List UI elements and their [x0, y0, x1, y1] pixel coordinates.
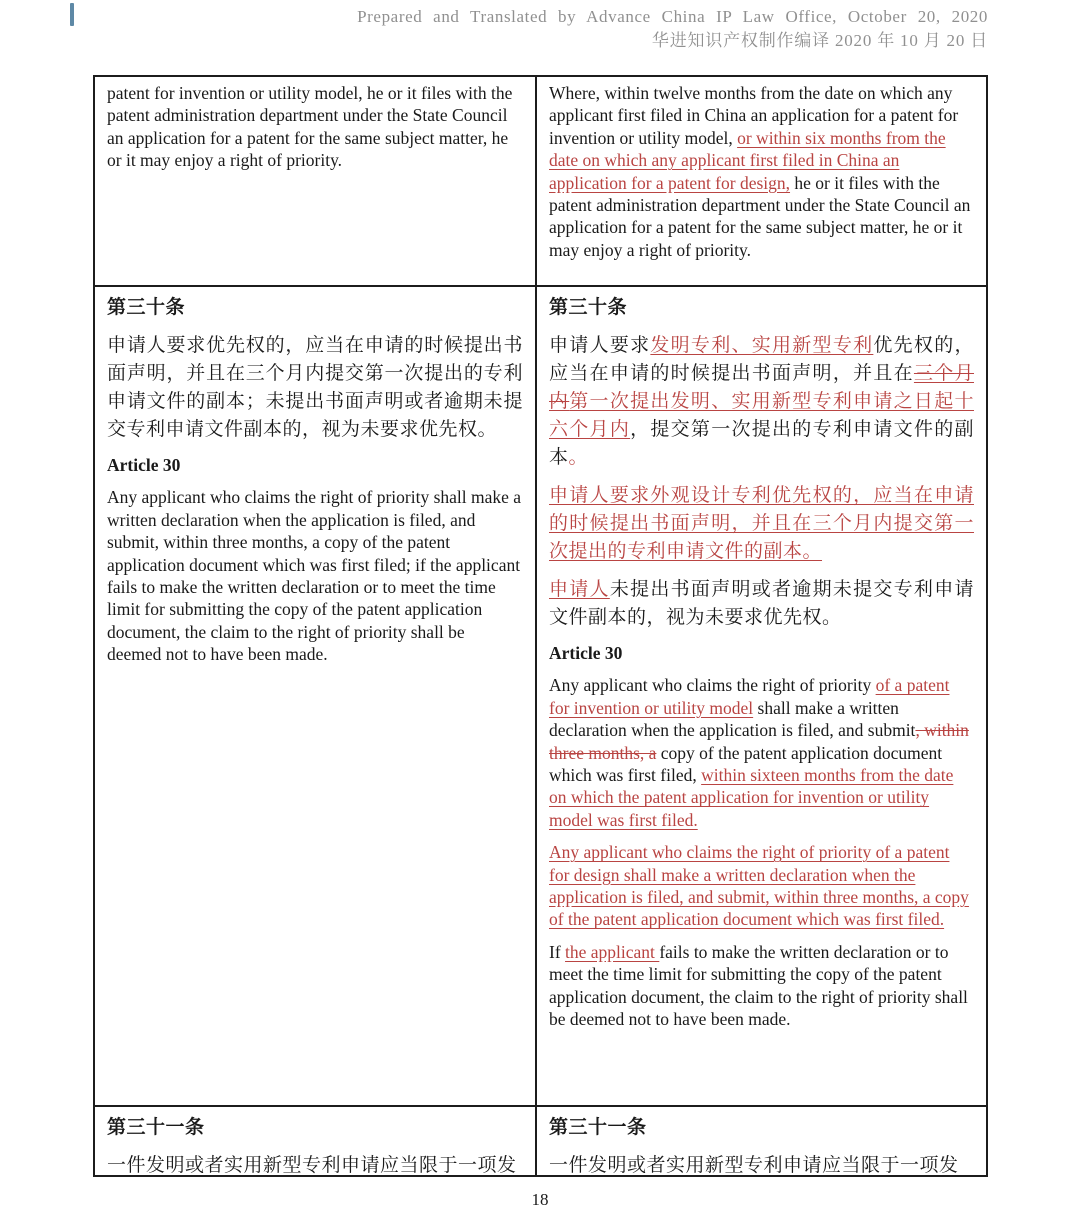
inserted-text: 第一次提出发明、实用新型专利申请之日起十六个月内	[549, 391, 974, 440]
inserted-text: of a patent for invention or utility model	[549, 675, 950, 718]
text-run: Article 30	[107, 455, 181, 475]
text-run: 第三十一条	[549, 1117, 647, 1138]
text-run: Article 30	[549, 643, 623, 663]
inserted-text: or within six months from the date on which any applicant first filed in China an application for a patent for design,	[549, 127, 946, 193]
page-header	[93, 5, 988, 53]
inserted-text: 发明专利、实用新型专利	[650, 335, 874, 356]
text-run: ，提交第一次提出的专利申请文件的副本	[549, 419, 974, 468]
table-cell-left	[95, 77, 537, 285]
article-heading	[107, 454, 523, 476]
article-heading	[107, 1114, 523, 1142]
deleted-text: , within three months, a	[549, 720, 969, 763]
table-row	[95, 77, 986, 287]
table-cell-left	[95, 1107, 537, 1175]
paragraph	[107, 486, 523, 665]
text-run: 一件发明或者实用新型专利申请应当限于一项发	[107, 1155, 517, 1175]
table-cell-right	[537, 1107, 986, 1175]
inserted-text: 申请人	[549, 579, 610, 600]
text-run: copy of the patent application document which was first filed,	[549, 742, 943, 786]
text-run: Where, within twelve months from the date on which any applicant first filed in China an application for a patent for invention or utility model,	[549, 83, 959, 148]
text-run: 优先权的，应当在申请的时候提出书面声明，并且在	[549, 335, 974, 384]
paragraph	[107, 332, 523, 444]
text-run: patent for invention or utility model, he or it files with the patent administration department under the State Council an application for a patent for the same subject matter, he or it may enjoy a right of priority.	[107, 83, 513, 171]
text-run: 未提出书面声明或者逾期未提交专利申请文件副本的，视为未要求优先权。	[549, 579, 974, 628]
text-run: 第三十条	[549, 297, 628, 318]
text-run: 第三十条	[107, 297, 186, 318]
inserted-text: 。	[568, 447, 589, 468]
inserted-text: the applicant	[565, 941, 660, 962]
paragraph	[549, 482, 974, 566]
inserted-text: Any applicant who claims the right of priority of a patent for design shall make a written declaration when the application is filed, and submit, within three months, a copy of the patent application document which was first filed.	[549, 842, 969, 930]
paragraph	[549, 82, 974, 261]
paragraph	[549, 332, 974, 472]
text-run: Any applicant who claims the right of priority	[549, 675, 876, 696]
text-run: shall make a written declaration when the application is filed, and submit	[549, 697, 916, 741]
header-line-chinese: 华进知识产权制作编译 2020 年 10 月 20 日	[651, 31, 988, 50]
table-cell-right	[537, 77, 986, 285]
article-heading	[107, 294, 523, 322]
table-row	[95, 287, 986, 1107]
table-cell-left	[95, 287, 537, 1105]
inserted-text: 申请人要求外观设计专利优先权的，应当在申请的时候提出书面声明，并且在三个月内提交第一次提出的专利申请文件的副本。	[549, 485, 974, 562]
table-row	[95, 1107, 986, 1175]
text-run: he or it files with the patent administration department under the State Council an application for a patent for the same subject matter, he or it may enjoy a right of priority.	[549, 172, 971, 260]
text-run: fails to make the written declaration or to meet the time limit for submitting the copy of the patent application document, the claim to the right of priority shall be deemed not to have been made.	[549, 941, 968, 1030]
article-heading	[549, 294, 974, 322]
paragraph	[549, 941, 974, 1031]
text-run: 申请人要求	[549, 335, 651, 356]
comparison-table	[93, 75, 988, 1177]
paragraph	[549, 674, 974, 831]
paragraph	[107, 82, 523, 172]
header-line-english: Prepared and Translated by Advance China IP Law Office, October 20, 2020	[357, 7, 988, 26]
text-run: 一件发明或者实用新型专利申请应当限于一项发	[549, 1155, 959, 1175]
text-run: 第三十一条	[107, 1117, 205, 1138]
article-heading	[549, 1114, 974, 1142]
deleted-text: 三个月内	[549, 363, 974, 412]
text-run: If	[549, 941, 566, 962]
inserted-text: within sixteen months from the date on which the patent application for invention or utility model was first filed.	[549, 765, 954, 830]
text-run: Any applicant who claims the right of priority shall make a written declaration when the application is filed, and submit, within three months, a copy of the patent application document which was first filed; if the applicant fails to make the written declaration or to meet the time limit for submitting the copy of the patent application document, the claim to the right of priority shall be deemed not to have been made.	[107, 487, 522, 665]
text-cursor	[70, 3, 74, 26]
article-heading	[549, 642, 974, 664]
paragraph	[549, 1152, 974, 1175]
text-run: 申请人要求优先权的，应当在申请的时候提出书面声明，并且在三个月内提交第一次提出的专利申请文件的副本；未提出书面声明或者逾期未提交专利申请文件副本的，视为未要求优先权。	[107, 335, 523, 440]
table-cell-right	[537, 287, 986, 1105]
paragraph	[549, 841, 974, 931]
page-number: 18	[531, 1190, 549, 1209]
paragraph	[549, 576, 974, 632]
paragraph	[107, 1152, 523, 1175]
